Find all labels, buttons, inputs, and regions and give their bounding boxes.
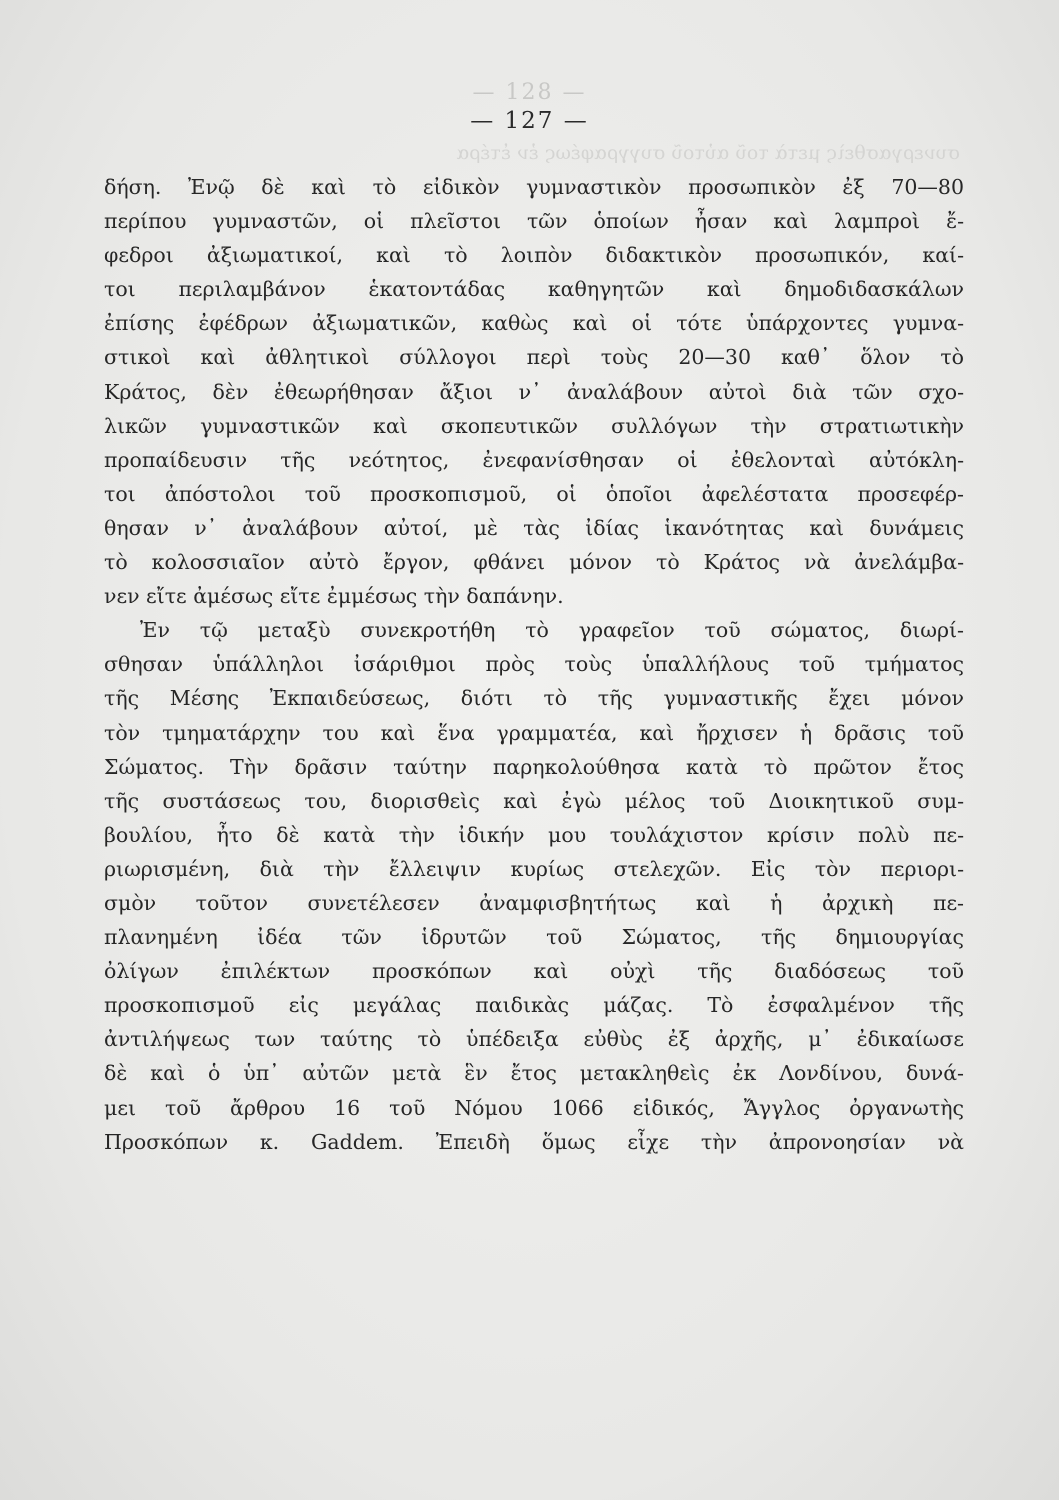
text-line: σθησαν ὑπάλληλοι ἰσάριθμοι πρὸς τοὺς ὑπαλλήλους τοῦ τμήματος — [104, 652, 964, 677]
text-line: μει τοῦ ἄρθρου 16 τοῦ Νόμου 1066 εἰδικός, Ἄγγλος ὀργανωτὴς — [104, 1095, 964, 1120]
text-line: τῆς Μέσης Ἐκπαιδεύσεως, διότι τὸ τῆς γυμναστικῆς ἔχει μόνον — [104, 686, 964, 711]
bleed-through-page-number: — 128 — — [472, 80, 587, 105]
text-line: θησαν ν᾿ ἀναλάβουν αὐτοί, μὲ τὰς ἰδίας ἱκανότητας καὶ δυνάμεις — [104, 515, 964, 540]
text-line: Σώματος. Τὴν δρᾶσιν ταύτην παρηκολούθησα κατὰ τὸ πρῶτον ἔτος — [104, 754, 964, 779]
text-line: Ἐν τῷ μεταξὺ συνεκροτήθη τὸ γραφεῖον τοῦ σώματος, διωρί- — [140, 618, 964, 643]
text-line: τοι ἀπόστολοι τοῦ προσκοπισμοῦ, οἱ ὁποῖοι ἀφελέστατα προσεφέρ- — [104, 481, 964, 506]
text-line: προσκοπισμοῦ εἰς μεγάλας παιδικὰς μάζας. Τὸ ἐσφαλμένον τῆς — [104, 993, 964, 1018]
text-line: Κράτος, δὲν ἐθεωρήθησαν ἄξιοι ν᾿ ἀναλάβουν αὐτοὶ διὰ τῶν σχο- — [104, 379, 964, 404]
text-line: τῆς συστάσεως του, διορισθεὶς καὶ ἐγὼ μέλος τοῦ Διοικητικοῦ συμ- — [104, 788, 964, 813]
page-number: — 127 — — [470, 108, 589, 134]
text-line: νεν εἴτε ἀμέσως εἴτε ἐμμέσως τὴν δαπάνην. — [104, 584, 564, 609]
text-line: Προσκόπων κ. Gaddem. Ἐπειδὴ ὅμως εἶχε τὴν ἀπρονοησίαν νὰ — [104, 1129, 964, 1154]
text-line: τὸ κολοσσιαῖον αὐτὸ ἔργον, φθάνει μόνον τὸ Κράτος νὰ ἀνελάμβα- — [104, 550, 964, 575]
text-line: στικοὶ καὶ ἀθλητικοὶ σύλλογοι περὶ τοὺς 20—30 καθ᾿ ὅλον τὸ — [104, 345, 964, 370]
text-line: φεδροι ἀξιωματικοί, καὶ τὸ λοιπὸν διδακτικὸν προσωπικόν, καί- — [104, 243, 964, 268]
text-line: βουλίου, ἦτο δὲ κατὰ τὴν ἰδικήν μου τουλάχιστον κρίσιν πολὺ πε- — [104, 822, 964, 847]
text-line: ριωρισμένη, διὰ τὴν ἔλλειψιν κυρίως στελεχῶν. Εἰς τὸν περιορι- — [104, 856, 964, 881]
text-line: περίπου γυμναστῶν, οἱ πλεῖστοι τῶν ὁποίων ἦσαν καὶ λαμπροὶ ἔ- — [104, 209, 964, 234]
text-line: τοι περιλαμβάνον ἑκατοντάδας καθηγητῶν καὶ δημοδιδασκάλων — [104, 277, 964, 302]
text-line: δὲ καὶ ὁ ὑπ᾿ αὐτῶν μετὰ ἓν ἔτος μετακληθεὶς ἐκ Λονδίνου, δυνά- — [104, 1061, 964, 1086]
text-line: τὸν τμηματάρχην του καὶ ἕνα γραμματέα, καὶ ἤρχισεν ἡ δρᾶσις τοῦ — [104, 720, 964, 745]
body-text — [104, 170, 964, 1159]
text-line: δήση. Ἐνῷ δὲ καὶ τὸ εἰδικὸν γυμναστικὸν προσωπικὸν ἐξ 70—80 — [104, 175, 964, 199]
text-line: σμὸν τοῦτον συνετέλεσεν ἀναμφισβητήτως καὶ ἡ ἀρχικὴ πε- — [104, 890, 964, 915]
text-line: λικῶν γυμναστικῶν καὶ σκοπευτικῶν συλλόγων τὴν στρατιωτικὴν — [104, 413, 964, 438]
text-line: πλανημένη ἰδέα τῶν ἱδρυτῶν τοῦ Σώματος, τῆς δημιουργίας — [104, 925, 964, 950]
bleed-through-text: συνεργασθεὶς μετὰ τοῦ αὐτοῦ συγγραφέως ἐν ἑτέρα — [456, 142, 960, 164]
text-line: ὀλίγων ἐπιλέκτων προσκόπων καὶ οὐχὶ τῆς διαδόσεως τοῦ — [104, 959, 964, 984]
text-line: προπαίδευσιν τῆς νεότητος, ἐνεφανίσθησαν οἱ ἐθελονταὶ αὐτόκλη- — [104, 447, 964, 472]
text-line: ἐπίσης ἐφέδρων ἀξιωματικῶν, καθὼς καὶ οἱ τότε ὑπάρχοντες γυμνα- — [104, 311, 964, 336]
text-line: ἀντιλήψεως των ταύτης τὸ ὑπέδειξα εὐθὺς ἐξ ἀρχῆς, μ᾿ ἐδικαίωσε — [104, 1027, 964, 1052]
